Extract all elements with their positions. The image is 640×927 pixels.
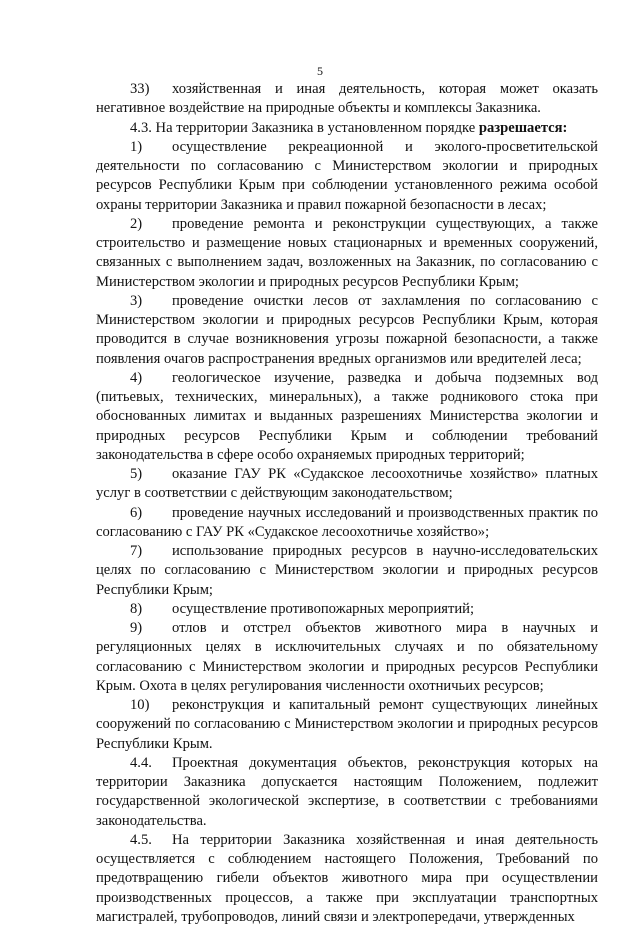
list-item-4 — [96, 369, 598, 465]
section-number: 4.5. — [130, 831, 152, 848]
section-text: Проектная документация объектов, реконструкция которых на территории Заказника допускается настоящим Положением, подлежит государственной экологической экспертизе, в соответствии с требованиями законодательства. — [96, 754, 598, 829]
section-4-4 — [96, 754, 598, 831]
document-body — [96, 80, 598, 927]
item-text: реконструкция и капитальный ремонт существующих линейных сооружений по согласованию с Министерством экологии и природных ресурсов Республики Крым. — [96, 697, 598, 752]
list-item-9 — [96, 619, 598, 696]
item-text: хозяйственная и иная деятельность, которая может оказать негативное воздействие на природные объекты и комплексы Заказника. — [96, 81, 598, 117]
item-text: осуществление рекреационной и эколого-просветительской деятельности по согласованию с Министерством экологии и природных ресурсов Республики Крым при соблюдении установленного режима особой охраны территории Заказника и правил пожарной безопасности в лесах; — [96, 138, 598, 213]
item-text: осуществление противопожарных мероприятий; — [172, 600, 475, 617]
item-number: 1) — [130, 138, 143, 155]
item-text: использование природных ресурсов в научно-исследовательских целях по согласованию с Министерством экологии и природных ресурсов Республики Крым; — [96, 543, 598, 598]
item-text: проведение очистки лесов от захламления по согласованию с Министерством экологии и природных ресурсов Республики Крым, которая проводится в случае возникновения угрозы пожарной безопасности, а также появления очагов распространения вредных организмов или вредителей леса; — [96, 292, 598, 367]
item-number: 6) — [130, 504, 143, 521]
section-number: 4.4. — [130, 754, 152, 771]
section-lead-text: 4.3. На территории Заказника в установленном порядке — [130, 119, 479, 136]
list-item-6 — [96, 504, 598, 543]
item-number: 4) — [130, 369, 143, 386]
item-number: 2) — [130, 215, 143, 232]
item-number: 5) — [130, 466, 143, 482]
item-text: проведение научных исследований и производственных практик по согласованию с ГАУ РК «Судакское лесоохотничье хозяйство»; — [96, 504, 598, 540]
section-text: На территории Заказника хозяйственная и иная деятельность осуществляется с соблюдением настоящего Положения, Требований по предотвращению гибели объектов животного мира при осуществлении производственных процессов, а также при эксплуатации транспортных магистралей, трубопроводов, линий связи и электропередачи, утвержденных — [96, 831, 598, 925]
item-number: 10) — [130, 697, 150, 713]
list-item-33 — [96, 80, 598, 119]
item-number: 33) — [130, 81, 150, 97]
item-text: отлов и отстрел объектов животного мира в научных и регуляционных целях в исключительных случаях и по обязательному согласованию с Министерством экологии и природных ресурсов Республики Крым. Охота в целях регулирования численности охотничьих ресурсов; — [96, 620, 598, 694]
item-text: оказание ГАУ РК «Судакское лесоохотничье хозяйство» платных услуг в соответствии с действующим законодательством; — [96, 466, 598, 502]
section-4-5 — [96, 831, 598, 927]
list-item-8 — [96, 600, 598, 619]
item-number: 8) — [130, 600, 143, 617]
list-item-1 — [96, 138, 598, 215]
list-item-7 — [96, 542, 598, 600]
item-text: проведение ремонта и реконструкции существующих, а также строительство и размещение новых стационарных и временных сооружений, связанных с выполнением задач, возложенных на Заказник, по согласованию с Министерством экологии и природных ресурсов Республики Крым; — [96, 215, 598, 290]
list-item-10 — [96, 696, 598, 754]
page-number: 5 — [317, 64, 323, 78]
item-number: 9) — [130, 620, 143, 636]
list-item-3 — [96, 292, 598, 369]
list-item-5 — [96, 465, 598, 504]
item-number: 3) — [130, 292, 143, 309]
item-text: геологическое изучение, разведка и добыча подземных вод (питьевых, технических, минеральных), а также родникового стока при обоснованных лимитах и выданных разрешениях Министерства экологии и природных ресурсов Республики Крым и соблюдении требований законодательства в сфере особо охраняемых природных территорий; — [96, 369, 598, 463]
section-heading-4-3 — [96, 119, 598, 138]
section-lead-bold: разрешается: — [478, 119, 568, 136]
item-number: 7) — [130, 543, 143, 559]
list-item-2 — [96, 215, 598, 292]
